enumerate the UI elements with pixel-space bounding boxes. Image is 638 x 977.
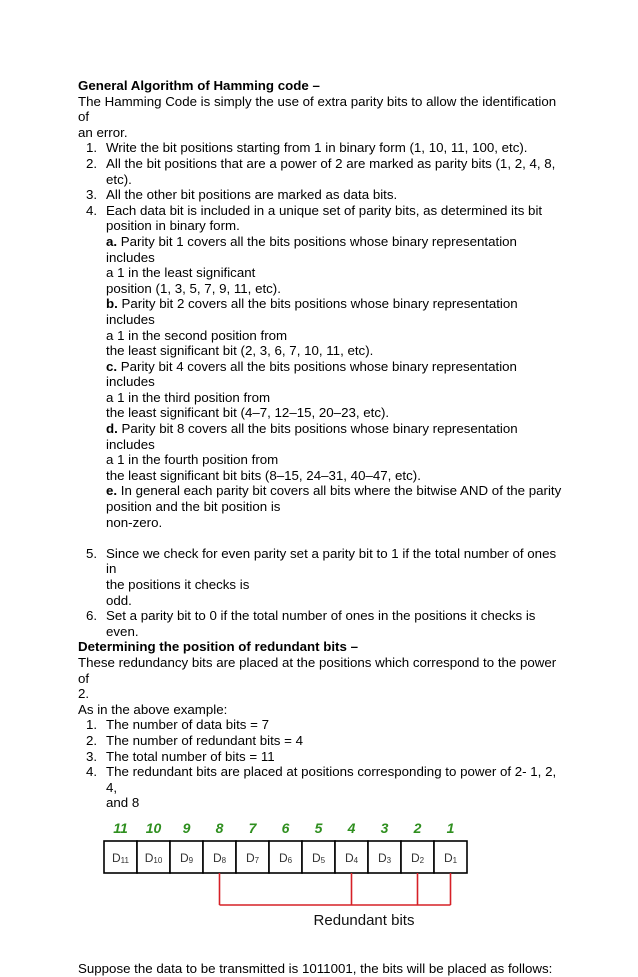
heading-hamming-algorithm: General Algorithm of Hamming code – (78, 78, 320, 93)
bit-cell-label: D9 (179, 850, 194, 865)
sub-label: c. (106, 358, 118, 374)
bit-cell-label: D6 (278, 850, 293, 865)
example-list (78, 717, 563, 811)
bit-cell-label: D4 (344, 850, 359, 865)
step-4 (78, 203, 563, 530)
para-redundancy-2: 2. (78, 686, 90, 702)
intro-line-1: The Hamming Code is simply the use of extra parity bits to allow the identification of (78, 93, 557, 125)
closing-paragraph: Suppose the data to be transmitted is 1011001, the bits will be placed as follows: (78, 960, 553, 976)
step-text: All the other bit positions are marked as data bits. (106, 187, 398, 203)
step-text: Since we check for even parity set a parity bit to 1 if the total number of ones in (106, 545, 557, 577)
position-number: 11 (113, 819, 128, 836)
bit-cell-label: D11 (112, 850, 129, 865)
step-number: 2. (86, 155, 98, 171)
step-text: and 8 (106, 795, 140, 811)
step-number: 3. (86, 748, 98, 764)
bit-cell-label: D7 (245, 850, 260, 865)
para-example: As in the above example: (78, 701, 228, 717)
step-text: Set a parity bit to 0 if the total number of ones in the positions it checks is even. (106, 608, 536, 639)
position-number: 8 (215, 819, 224, 836)
step-number: 4. (86, 764, 98, 780)
position-number: 5 (314, 819, 323, 836)
example-1 (78, 717, 563, 733)
steps-list-continued (78, 546, 563, 640)
document-page (78, 78, 563, 977)
example-4 (78, 764, 563, 811)
sub-text: a 1 in the second position from (106, 327, 288, 343)
step-text: The number of redundant bits = 4 (106, 732, 303, 748)
step-5 (78, 546, 563, 608)
example-3 (78, 749, 563, 765)
step-number: 1. (86, 140, 98, 156)
position-number: 9 (182, 819, 191, 836)
sub-text: the least significant bit (4–7, 12–15, 20–23, etc). (106, 405, 390, 421)
step-number: 2. (86, 732, 98, 748)
redundant-bits-caption: Redundant bits (313, 911, 415, 929)
sub-e (106, 483, 563, 530)
position-number: 2 (413, 819, 422, 836)
sub-text: position and the bit position is (106, 499, 281, 515)
step-number: 5. (86, 545, 98, 561)
bit-cell-label: D2 (410, 850, 425, 865)
position-number: 6 (281, 819, 290, 836)
sub-text: Parity bit 1 covers all the bits positions whose binary representation includes (106, 233, 517, 265)
sub-text: a 1 in the least significant (106, 265, 256, 281)
bit-cell-label: D3 (377, 850, 392, 865)
redundant-bits-diagram (78, 817, 563, 935)
bit-cell-label: D5 (311, 850, 326, 865)
step-6 (78, 608, 563, 639)
step-3 (78, 187, 563, 203)
position-number: 10 (145, 819, 162, 836)
sub-text: Parity bit 8 covers all the bits positions whose binary representation includes (106, 421, 518, 452)
sub-a (106, 234, 563, 296)
step-text: The redundant bits are placed at positions corresponding to power of 2- 1, 2, 4, (106, 764, 557, 795)
sub-b (106, 296, 563, 358)
sub-d (106, 421, 563, 483)
para-redundancy-1: These redundancy bits are placed at the positions which correspond to the power of (78, 654, 557, 686)
sub-label: e. (106, 483, 118, 499)
sub-text: non-zero. (106, 514, 163, 530)
bit-cell-label: D10 (144, 850, 163, 865)
step-text: odd. (106, 592, 132, 608)
step-text: All the bit positions that are a power of 2 are marked as parity bits (1, 2, 4, 8, (106, 155, 556, 171)
sub-text: In general each parity bit covers all bits where the bitwise AND of the parity (117, 483, 562, 499)
spacer (78, 530, 563, 546)
position-number: 3 (380, 819, 389, 836)
step-1 (78, 140, 563, 156)
sub-text: position (1, 3, 5, 7, 9, 11, etc). (106, 280, 281, 296)
sub-text: a 1 in the fourth position from (106, 452, 279, 468)
step-number: 3. (86, 187, 98, 203)
step-text: The number of data bits = 7 (106, 717, 269, 733)
step-text: the positions it checks is (106, 577, 250, 592)
step-number: 4. (86, 202, 98, 218)
heading-redundant-bits: Determining the position of redundant bits – (78, 639, 358, 655)
step-number: 1. (86, 717, 98, 733)
bit-cell-label: D8 (212, 850, 227, 865)
sub-text: a 1 in the third position from (106, 389, 271, 405)
sub-c (106, 359, 563, 421)
position-number: 1 (446, 819, 455, 836)
step-number: 6. (86, 608, 98, 624)
step-text: Write the bit positions starting from 1 in binary form (1, 10, 11, 100, etc). (106, 140, 528, 156)
example-2 (78, 733, 563, 749)
sub-label: b. (106, 296, 118, 312)
steps-list (78, 140, 563, 530)
sub-text: Parity bit 2 covers all the bits positions whose binary representation includes (106, 296, 518, 327)
step-text: The total number of bits = 11 (106, 748, 275, 764)
bit-cell-label: D1 (443, 850, 458, 865)
sub-text: the least significant bit bits (8–15, 24–31, 40–47, etc). (106, 467, 421, 483)
position-number: 7 (248, 819, 257, 836)
intro-line-2: an error. (78, 124, 128, 140)
position-number: 4 (347, 819, 356, 836)
step-text: etc). (106, 171, 132, 187)
step-text: Each data bit is included in a unique set of parity bits, as determined its bit (106, 202, 543, 218)
step-text: position in binary form. (106, 218, 240, 234)
bit-position-figure (78, 817, 563, 935)
sub-label: a. (106, 233, 118, 249)
sub-text: Parity bit 4 covers all the bits positions whose binary representation includes (106, 358, 517, 390)
sub-label: d. (106, 421, 118, 437)
sub-text: the least significant bit (2, 3, 6, 7, 10, 11, etc). (106, 343, 374, 359)
step-2 (78, 156, 563, 187)
